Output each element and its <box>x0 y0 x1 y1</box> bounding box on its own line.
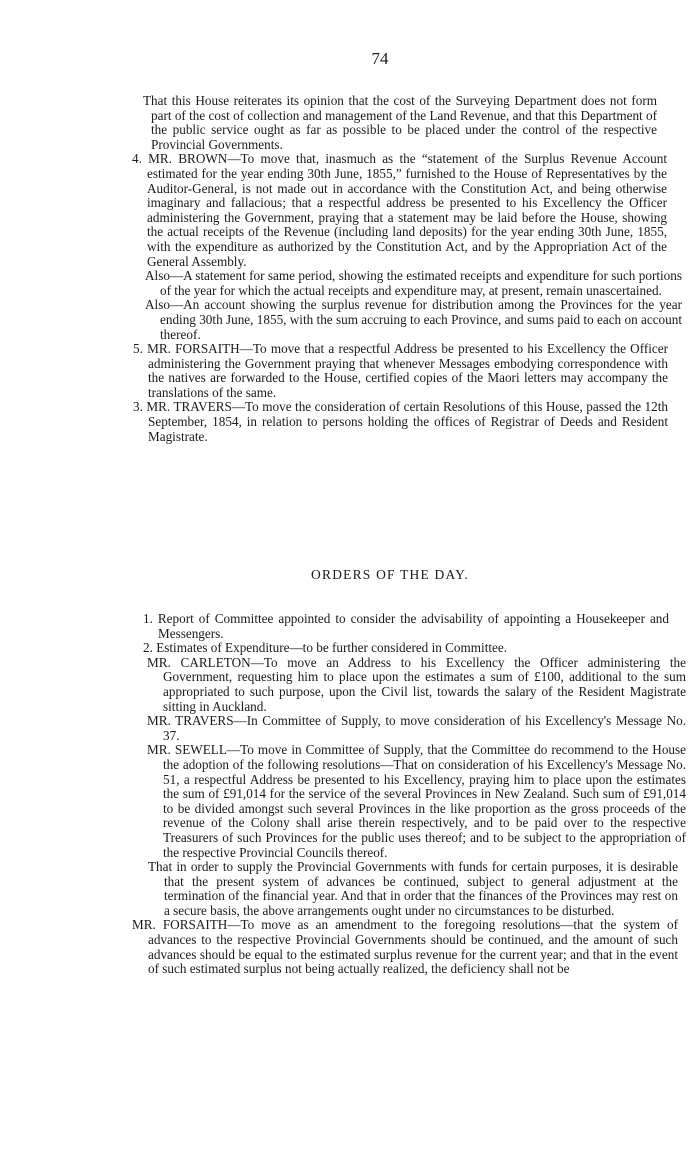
resolution-paragraph: That this House reiterates its opinion that the cost of the Surveying Department does not form part of the cost of collection and management of the Land Revenue, and that this Department of the public service ought as far as possible to be placed under the control of the respective Provincial Governments. <box>143 93 657 152</box>
motion-also-estimated: Also—A statement for same period, showing the estimated receipts and expenditure for such portions of the year for which the actual receipts and expenditure may, at present, remain unascertained. <box>145 268 682 298</box>
sewell-resolution-advances: That in order to supply the Provincial Governments with funds for certain purposes, it is desirable that the present system of advances be continued, subject to general adjustment at the termination of the financial year. And that in order that the finances of the Provinces may rest on a secure basis, the above arrangements ought under no circumstances to be disturbed. <box>148 859 678 918</box>
motion-travers-supply: MR. TRAVERS—In Committee of Supply, to move consideration of his Excellency's Message No. 37. <box>147 713 686 743</box>
motion-brown: 4. MR. BROWN—To move that, inasmuch as the “statement of the Surplus Revenue Account estimated for the year ending 30th June, 1855,” furnished to the House of Representatives by the Auditor-General, is not made out in accordance with the Constitution Act, and being otherwise imaginary and fallacious; that a respectful address be presented to his Excellency the Officer administering the Government, praying that a statement may be laid before the House, showing the actual receipts of the Revenue (including land deposits) for the year ending 30th June, 1855, with the expenditure as authorized by the Constitution Act, and by the Appropriation Act of the General Assembly. <box>132 151 667 269</box>
motion-travers: 3. MR. TRAVERS—To move the consideration of certain Resolutions of this House, passed the 12th September, 1854, in relation to persons holding the offices of Registrar of Deeds and Resident Magistrate. <box>133 399 668 444</box>
motion-forsaith-amendment: MR. FORSAITH—To move as an amendment to the foregoing resolutions—that the system of advances to the respective Provincial Governments should be continued, and the amount of such advances should be equal to the estimated surplus revenue for the current year; and that in the event of such estimated surplus not being actually realized, the deficiency shall not be <box>132 917 678 977</box>
motion-sewell: MR. SEWELL—To move in Committee of Supply, that the Committee do recommend to the House the adoption of the following resolutions—That on consideration of his Excellency's Message No. 51, a respectful Address be presented to his Excellency, praying him to place upon the estimates the sum of £91,014 for the service of the several Provinces in New Zealand. Such sum of £91,014 to be divided amongst such several Provinces in the like proportion as the gross proceeds of the revenue of the Colony shall arise therein respectively, and to be paid over to the respective Treasurers of such Provinces for the public uses thereof; and to be subject to the appropriation of the respective Provincial Councils thereof. <box>147 742 686 860</box>
section-2 <box>0 612 700 977</box>
orders-of-the-day-heading: ORDERS OF THE DAY. <box>311 567 469 582</box>
order-2: 2. Estimates of Expenditure—to be further considered in Committee. <box>143 640 508 656</box>
motion-forsaith: 5. MR. FORSAITH—To move that a respectful Address be presented to his Excellency the Officer administering the Government praying that whenever Messages embodying correspondence with the natives are forwarded to the House, certified copies of the Maori letters may accompany the translations of the same. <box>133 341 668 400</box>
motion-carleton: MR. CARLETON—To move an Address to his Excellency the Officer administering the Government, requesting him to place upon the estimates a sum of £100, additional to the sum appropriated to such purpose, upon the Civil list, towards the salary of the Resident Magistrate sitting in Auckland. <box>147 654 686 714</box>
motion-also-surplus: Also—An account showing the surplus revenue for distribution among the Provinces for the year ending 30th June, 1855, with the sum accruing to each Province, and sums paid to each on account thereof. <box>145 297 682 342</box>
page-number: 74 <box>371 49 389 68</box>
section-1 <box>0 94 700 444</box>
order-1: 1. Report of Committee appointed to consider the advisability of appointing a Housekeeper and Messengers. <box>143 611 669 641</box>
